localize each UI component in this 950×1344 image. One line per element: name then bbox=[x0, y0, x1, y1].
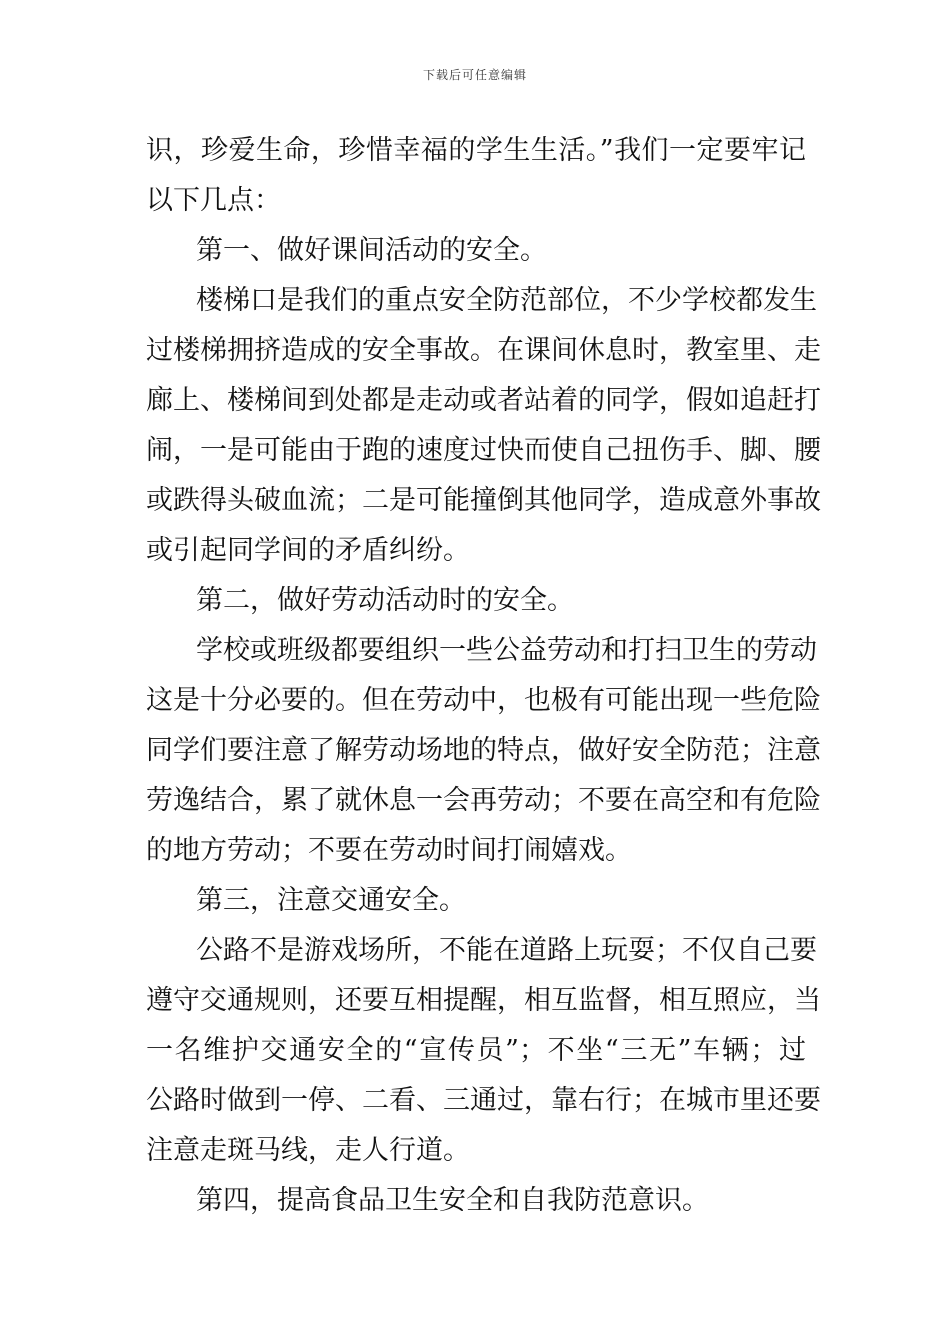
text-line: 一名维护交通安全的“宣传员”；不坐“三无”车辆；过 bbox=[146, 1035, 806, 1066]
text-line: 以下几点： bbox=[146, 185, 281, 216]
text-line: 的地方劳动；不要在劳动时间打闹嬉戏。 bbox=[146, 835, 632, 866]
text-line: 遵守交通规则，还要互相提醒，相互监督，相互照应，当 bbox=[146, 985, 821, 1016]
text-line: 这是十分必要的。但在劳动中，也极有可能出现一些危险 bbox=[146, 685, 821, 716]
text-line: 或跌得头破血流；二是可能撞倒其他同学，造成意外事故 bbox=[146, 485, 821, 516]
text-line: 学校或班级都要组织一些公益劳动和打扫卫生的劳动 bbox=[196, 635, 817, 666]
text-line: 公路不是游戏场所，不能在道路上玩耍；不仅自己要 bbox=[196, 935, 817, 966]
text-line: 劳逸结合，累了就休息一会再劳动；不要在高空和有危险 bbox=[146, 785, 821, 816]
text-line: 廊上、楼梯间到处都是走动或者站着的同学，假如追赶打 bbox=[146, 385, 821, 416]
text-line: 楼梯口是我们的重点安全防范部位，不少学校都发生 bbox=[196, 285, 817, 316]
text-line: 第四，提高食品卫生安全和自我防范意识。 bbox=[196, 1185, 709, 1216]
header-note: 下载后可任意编辑 bbox=[422, 68, 527, 82]
text-line: 或引起同学间的矛盾纠纷。 bbox=[146, 535, 470, 566]
document-body bbox=[146, 126, 821, 1226]
text-line: 同学们要注意了解劳动场地的特点，做好安全防范；注意 bbox=[146, 735, 821, 766]
text-line: 闹，一是可能由于跑的速度过快而使自己扭伤手、脚、腰 bbox=[146, 435, 821, 466]
text-line: 第三，注意交通安全。 bbox=[196, 885, 466, 916]
text-line: 过楼梯拥挤造成的安全事故。在课间休息时，教室里、走 bbox=[146, 335, 821, 366]
text-line: 注意走斑马线，走人行道。 bbox=[146, 1135, 470, 1166]
text-line: 识，珍爱生命，珍惜幸福的学生生活。”我们一定要牢记 bbox=[146, 135, 806, 166]
text-line: 第一、做好课间活动的安全。 bbox=[196, 235, 547, 266]
text-line: 第二，做好劳动活动时的安全。 bbox=[196, 585, 574, 616]
text-line: 公路时做到一停、二看、三通过，靠右行；在城市里还要 bbox=[146, 1085, 821, 1116]
